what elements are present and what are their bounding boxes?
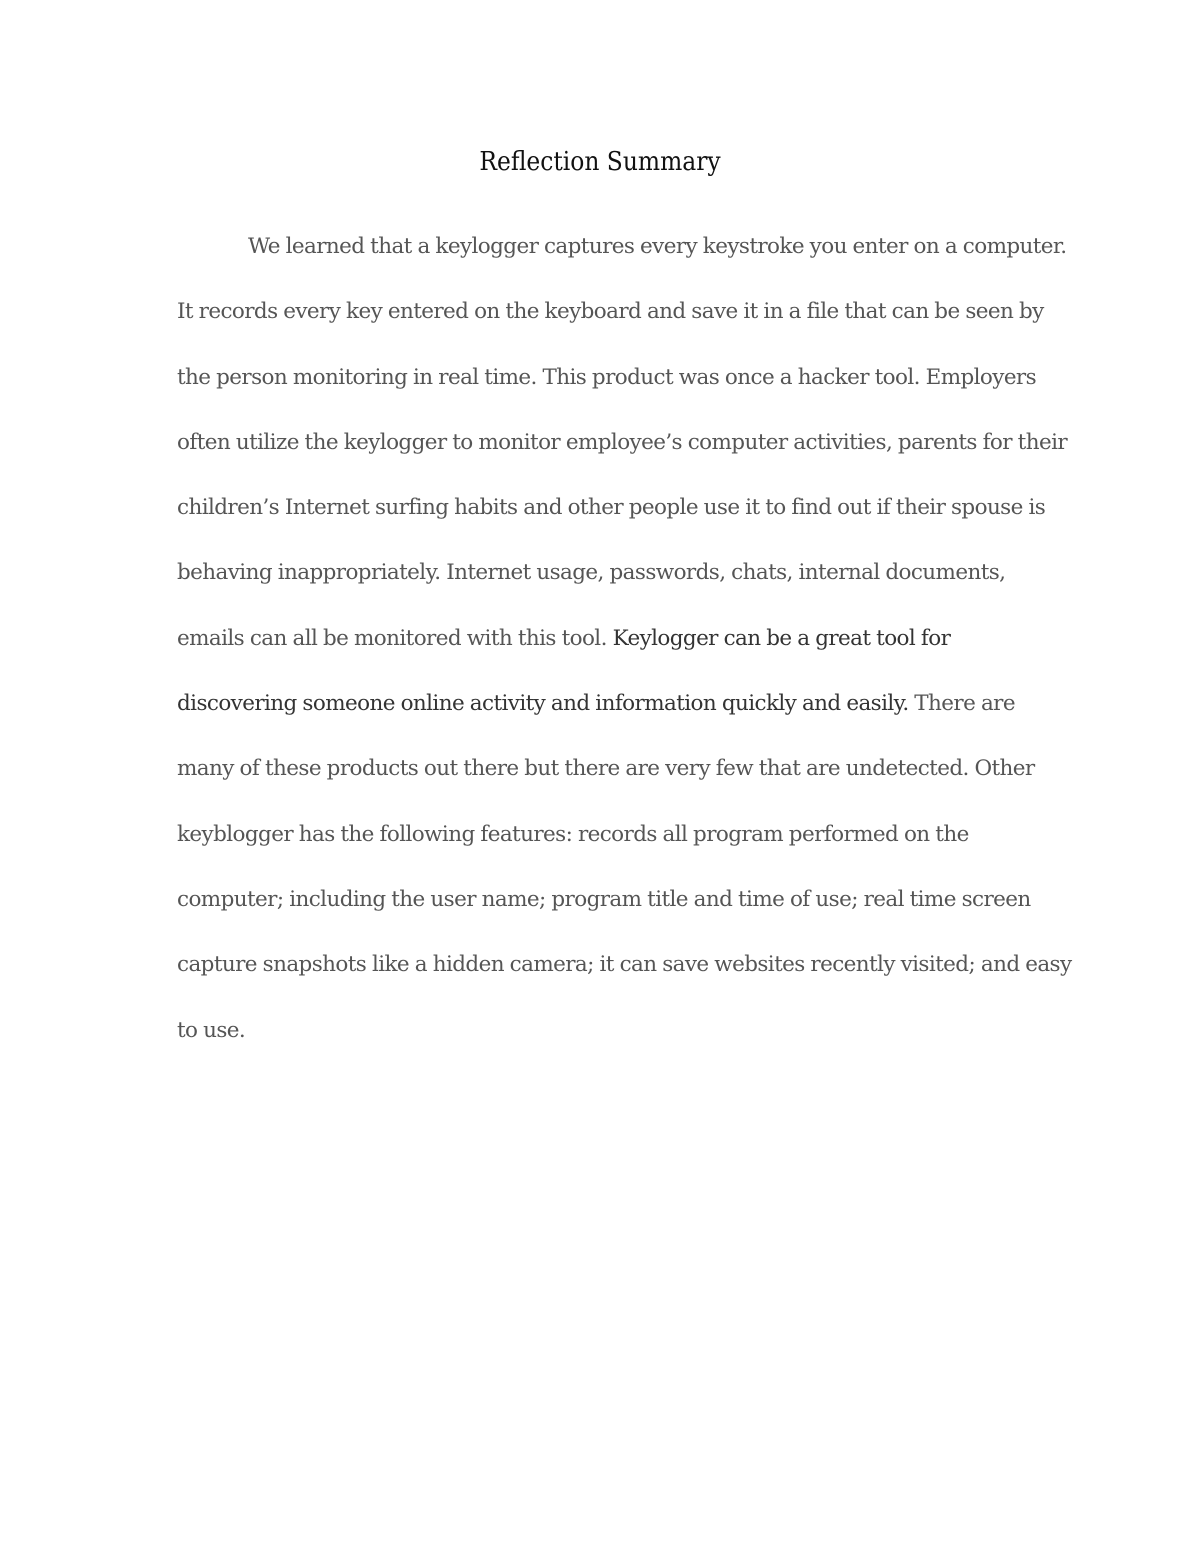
paragraph-line-7: [177, 606, 1029, 671]
paragraph-line-4: often utilize the keylogger to monitor employee’s computer activities, parents for their: [177, 429, 1068, 455]
paragraph-line-8: [177, 671, 1029, 736]
reflection-paragraph: [177, 214, 1072, 1063]
paragraph-line-5: children’s Internet surfing habits and other people use it to find out if their spouse is: [177, 495, 1046, 521]
paragraph-line-9: many of these products out there but there are very few that are undetected. Other: [177, 756, 1035, 782]
paragraph-line-3: the person monitoring in real time. This product was once a hacker tool. Employers: [177, 364, 1037, 390]
paragraph-line-11: computer; including the user name; program title and time of use; real time screen: [177, 886, 1031, 912]
paragraph-line-2: It records every key entered on the keyboard and save it in a file that can be seen by: [177, 299, 1044, 325]
paragraph-line-6: behaving inappropriately. Internet usage, passwords, chats, internal documents,: [177, 560, 1006, 586]
paragraph-line-8-end: There are: [908, 691, 1015, 717]
paragraph-line-13: to use.: [177, 1017, 246, 1043]
paragraph-line-1: We learned that a keylogger captures every keystroke you enter on a computer.: [248, 234, 1067, 259]
paragraph-line-12: capture snapshots like a hidden camera; it can save websites recently visited; and easy: [177, 952, 1072, 978]
paragraph-line-7-start: emails can all be monitored with this tool.: [177, 625, 613, 651]
paragraph-line-7-highlight: Keylogger can be a great tool for: [612, 625, 951, 651]
paragraph-line-10: keyblogger has the following features: records all program performed on the: [177, 821, 969, 847]
document-title: Reflection Summary: [479, 147, 721, 177]
paragraph-line-8-highlight: discovering someone online activity and information quickly and easily.: [177, 691, 909, 717]
